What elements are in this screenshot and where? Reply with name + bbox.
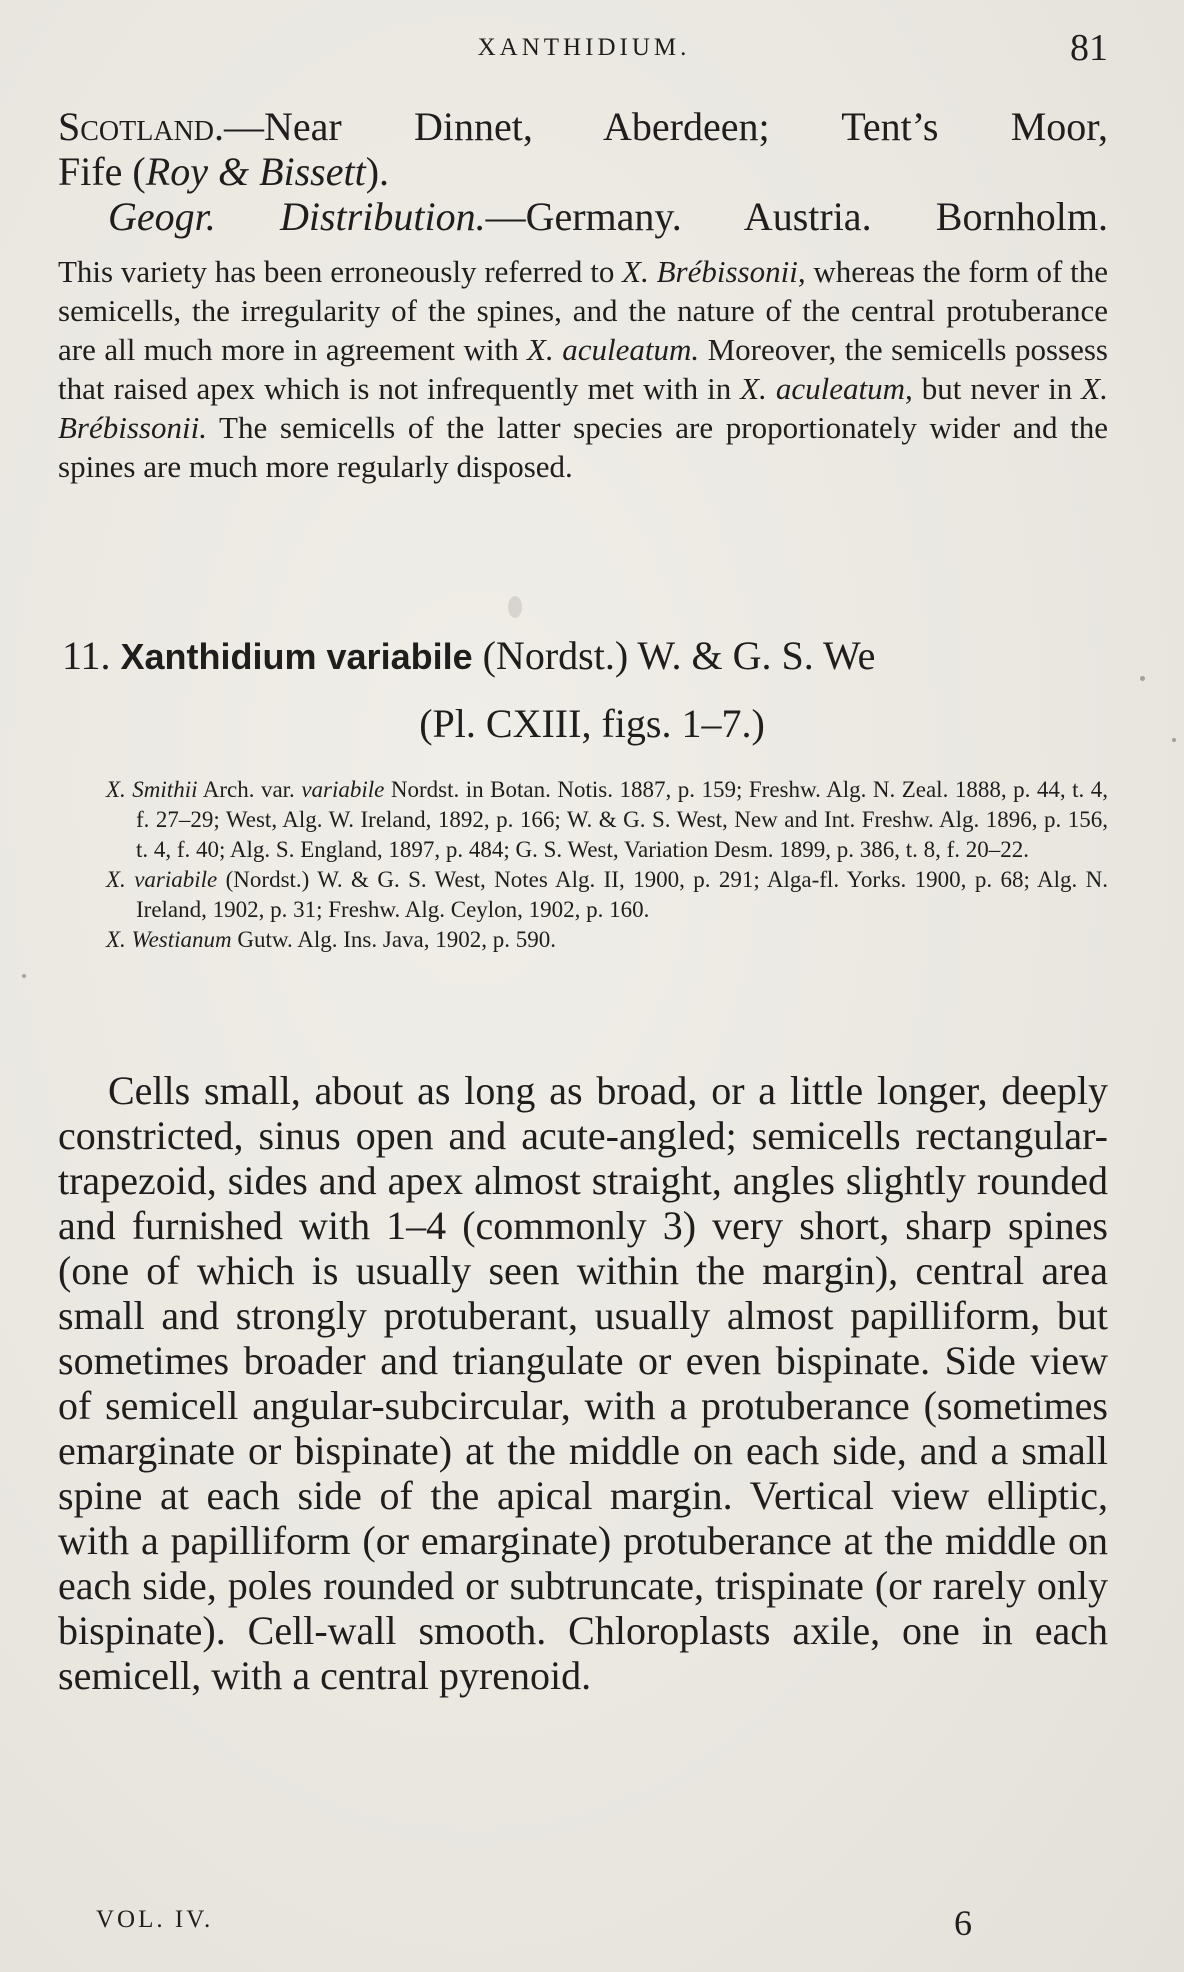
species-name: Xanthidium variabile bbox=[120, 636, 473, 677]
species-ref: X. Brébissonii. bbox=[58, 371, 1108, 445]
distribution-text: —Germany. Austria. Bornholm. bbox=[485, 194, 1108, 239]
running-head bbox=[60, 26, 1108, 69]
locality-line2-suffix: ). bbox=[365, 149, 390, 194]
volume-label: VOL. IV. bbox=[96, 1906, 214, 1933]
species-ref: X. aculeatum, bbox=[740, 371, 913, 406]
synonymy bbox=[106, 775, 1108, 955]
page-number: 81 bbox=[1070, 27, 1108, 69]
species-ref: X. aculeatum. bbox=[527, 332, 700, 367]
remark-text: This variety has been erroneously referred to bbox=[58, 254, 623, 289]
paper-speck bbox=[22, 974, 26, 978]
locality-line2-prefix: Fife ( bbox=[58, 149, 146, 194]
synonym-text: (Nordst.) W. & G. S. West, Notes Alg. II, 1900, p. 291; Alga-fl. Yorks. 1900, p. 68; Alg. N. Ireland, 1902, p. 31; Freshw. Alg. Ceylon, 1902, p. 160. bbox=[136, 867, 1108, 922]
description-text: Cells small, about as long as broad, or a little longer, deeply constricted, sinus open and acute-angled; semicells rectangular-trapezoid, sides and apex almost straight, angles slightly rounded and furnished with 1–4 (commonly 3) very short, sharp spines (one of which is usually seen within the margin), central area small and strongly protuberant, usually almost papilliform, but sometimes broader and triangulate or even bispinate. Side view of semicell angular-subcircular, with a protuberance (sometimes emarginate or bispinate) at the middle on each side, and a small spine at each side of the apical margin. Vertical view elliptic, with a papilliform (or emarginate) protuberance at the middle on each side, poles rounded or subtruncate, trispinate (or rarely only bispinate). Cell-wall smooth. Chloroplasts axile, one in each semicell, with a central pyrenoid. bbox=[58, 1068, 1108, 1698]
species-heading bbox=[62, 632, 1124, 681]
remark-text: but never in bbox=[912, 371, 1082, 406]
paper-speck bbox=[1140, 676, 1145, 681]
synonym-name: X. Smithii bbox=[106, 777, 198, 802]
synonym-text: Nordst. in Botan. Notis. 1887, p. 159; Freshw. Alg. N. Zeal. 1888, p. 44, t. 4, f. 27–29; West, Alg. W. Ireland, 1892, p. 166; W. & G. S. West, New and Int. Freshw. Alg. 1896, p. 156, t. 4, f. 40; Alg. S. England, 1897, p. 484; G. S. West, Variation Desm. 1899, p. 386, t. 8, f. 20–22. bbox=[136, 777, 1108, 862]
signature-mark: 6 bbox=[954, 1903, 972, 1943]
synonym-entry bbox=[106, 865, 1108, 925]
paper-speck bbox=[508, 596, 522, 618]
locality-line1: .—Near Dinnet, Aberdeen; Tent’s Moor, bbox=[214, 104, 1108, 149]
species-number: 11. bbox=[62, 633, 111, 678]
plate-reference: (Pl. CXIII, figs. 1–7.) bbox=[419, 701, 765, 746]
synonym-variety: variabile bbox=[301, 777, 385, 802]
paper-speck bbox=[1172, 738, 1176, 742]
running-head-title: XANTHIDIUM. bbox=[477, 34, 691, 61]
description-paragraph bbox=[58, 1068, 1108, 1698]
synonym-text: Arch. var. bbox=[197, 777, 302, 802]
remark-text: The semicells of the latter species are proportionately wider and the spines are much more regularly disposed. bbox=[58, 410, 1108, 484]
page-footer bbox=[96, 1902, 972, 1942]
species-authority: (Nordst.) W. & G. S. We bbox=[482, 633, 876, 678]
collectors: Roy & Bissett bbox=[145, 149, 366, 194]
remark-text: whereas the form of the semicells, the irregularity of the spines, and the nature of the central protuberance are all much more in agreement with bbox=[58, 254, 1108, 367]
remark-paragraph bbox=[58, 252, 1108, 486]
synonym-entry bbox=[106, 775, 1108, 865]
synonym-name: X. Westianum bbox=[106, 927, 232, 952]
region-name: Scotland bbox=[58, 104, 215, 149]
synonym-text: Gutw. Alg. Ins. Java, 1902, p. 590. bbox=[231, 927, 556, 952]
distribution-label: Geogr. Distribution. bbox=[108, 194, 486, 239]
remark-text: Moreover, the semicells possess that raised apex which is not infrequently met with in bbox=[58, 332, 1108, 406]
synonym-entry bbox=[106, 925, 1108, 955]
species-ref: X. Brébissonii, bbox=[622, 254, 806, 289]
locality-paragraph bbox=[58, 104, 1108, 239]
synonym-name: X. variabile bbox=[106, 867, 218, 892]
